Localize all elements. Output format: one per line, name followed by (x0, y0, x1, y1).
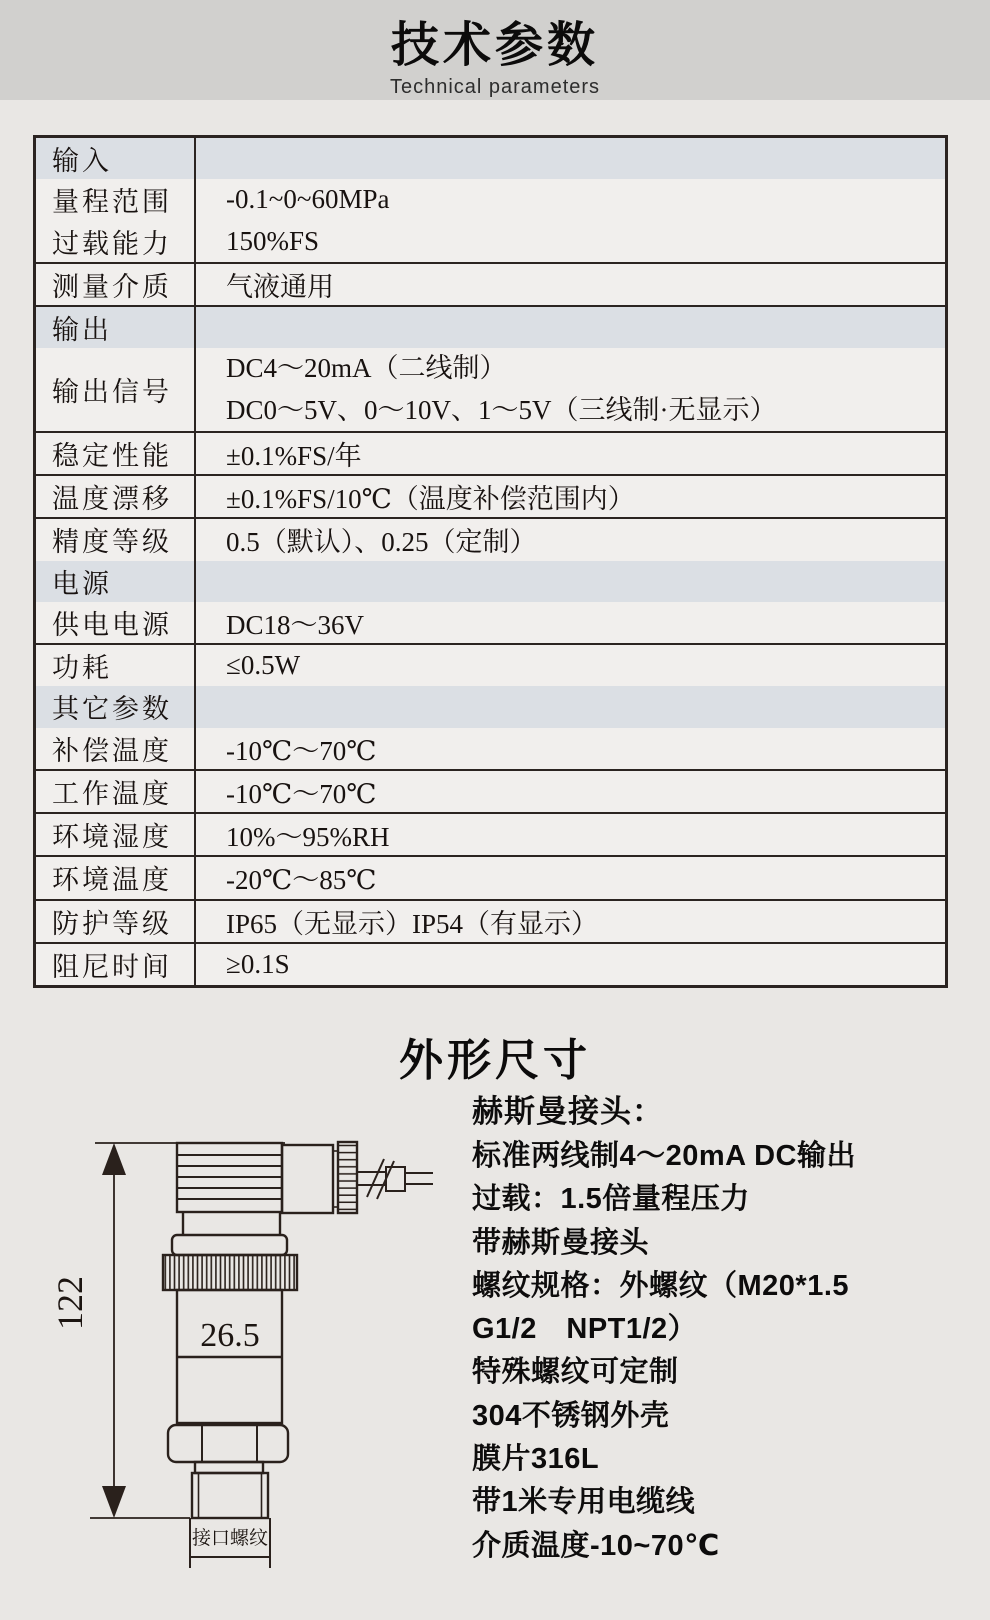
page-subtitle: Technical parameters (389, 76, 601, 98)
transmitter-outline-drawing (50, 1085, 450, 1585)
row-label: 供电电源 (36, 602, 196, 643)
dimension-arrow-down (102, 1486, 126, 1518)
table-section-row (36, 305, 945, 348)
row-label: 测量介质 (36, 264, 196, 305)
row-value: 气液通用 (226, 271, 334, 302)
feature-line: 介质温度-10~70℃ (472, 1529, 720, 1562)
row-label: 温度漂移 (36, 476, 196, 517)
thread-label: 接口螺纹 (191, 1528, 269, 1549)
table-row (36, 517, 945, 560)
row-label: 阻尼时间 (36, 944, 196, 985)
row-value: ≤0.5W (226, 650, 301, 681)
table-row (36, 602, 945, 643)
product-features (472, 1089, 977, 1568)
upper-flange (172, 1235, 287, 1255)
connector-side-housing (282, 1145, 333, 1213)
row-value: 150%FS (226, 225, 320, 256)
dimensions-title: 外形尺寸 (399, 1036, 591, 1085)
table-row (36, 474, 945, 517)
diameter-dimension-label: 26.5 (200, 1317, 260, 1354)
table-row (36, 348, 945, 431)
row-value: 10%～95%RH (226, 822, 390, 853)
table-section-row (36, 686, 945, 727)
row-label: 电源 (36, 561, 196, 602)
table-row (36, 899, 945, 942)
feature-line: 带赫斯曼接头 (472, 1226, 650, 1259)
row-value (196, 686, 945, 727)
cable-gland (338, 1142, 357, 1213)
page-title: 技术参数 (390, 19, 599, 72)
row-label: 稳定性能 (36, 433, 196, 474)
row-label: 过载能力 (36, 221, 196, 262)
row-value: 0.5（默认）、0.25（定制） (226, 527, 537, 558)
row-value: -10℃～70℃ (226, 778, 377, 809)
page-header (0, 0, 990, 100)
features-list (472, 1135, 977, 1568)
feature-line: 螺纹规格：外螺纹（M20*1.5 (472, 1269, 850, 1302)
table-row (36, 431, 945, 474)
feature-line: 304不锈钢外壳 (472, 1399, 670, 1432)
height-dimension-label: 122 (50, 1276, 90, 1330)
row-label: 工作温度 (36, 771, 196, 812)
row-label: 环境温度 (36, 857, 196, 898)
table-section-row (36, 561, 945, 602)
table-row (36, 221, 945, 262)
table-row (36, 262, 945, 305)
dimension-arrow-up (102, 1143, 126, 1175)
table-row (36, 728, 945, 769)
knurled-nut (163, 1255, 297, 1290)
row-value: IP65（无显示）IP54（有显示） (226, 908, 599, 939)
row-value (196, 307, 945, 348)
table-row (36, 179, 945, 220)
row-label: 功耗 (36, 645, 196, 686)
table-row (36, 769, 945, 812)
row-value: ≥0.1S (226, 948, 290, 979)
process-thread (192, 1473, 268, 1518)
row-value: -0.1~0~60MPa (226, 184, 390, 215)
connector-ribs (177, 1155, 282, 1199)
feature-line: 特殊螺纹可定制 (472, 1356, 679, 1389)
row-label: 输出 (36, 307, 196, 348)
table-row (36, 812, 945, 855)
row-value: -10℃～70℃ (226, 735, 377, 766)
feature-line: 过载：1.5倍量程压力 (472, 1183, 750, 1216)
row-label: 其它参数 (36, 686, 196, 727)
feature-line: 标准两线制4～20mA DC输出 (472, 1140, 856, 1172)
row-label: 输入 (36, 138, 196, 179)
hex-nut (168, 1425, 288, 1462)
row-value (196, 138, 945, 179)
washer-step (195, 1462, 263, 1473)
cable (357, 1159, 433, 1199)
row-label: 输出信号 (36, 348, 196, 431)
row-label: 防护等级 (36, 901, 196, 942)
connector-heading: 赫斯曼接头： (472, 1094, 664, 1129)
table-row (36, 643, 945, 686)
dimension-drawing (50, 1085, 450, 1585)
row-value: ±0.1%FS/10℃（温度补偿范围内） (226, 484, 635, 515)
feature-line: G1/2 NPT1/2） (472, 1313, 698, 1346)
row-value: DC18～36V (226, 609, 365, 640)
table-row (36, 942, 945, 985)
spec-table (33, 135, 948, 988)
table-section-row (36, 138, 945, 179)
row-value: -20℃～85℃ (226, 865, 377, 896)
row-label: 量程范围 (36, 179, 196, 220)
row-label: 补偿温度 (36, 728, 196, 769)
feature-line: 带1米专用电缆线 (472, 1486, 696, 1519)
row-label: 精度等级 (36, 519, 196, 560)
feature-line: 膜片316L (472, 1443, 600, 1476)
row-value (196, 561, 945, 602)
row-value: ±0.1%FS/年 (226, 440, 362, 471)
table-row (36, 855, 945, 898)
row-label: 环境湿度 (36, 814, 196, 855)
row-value: DC4～20mA（二线制） DC0～5V、0～10V、1～5V（三线制·无显示） (226, 353, 777, 425)
